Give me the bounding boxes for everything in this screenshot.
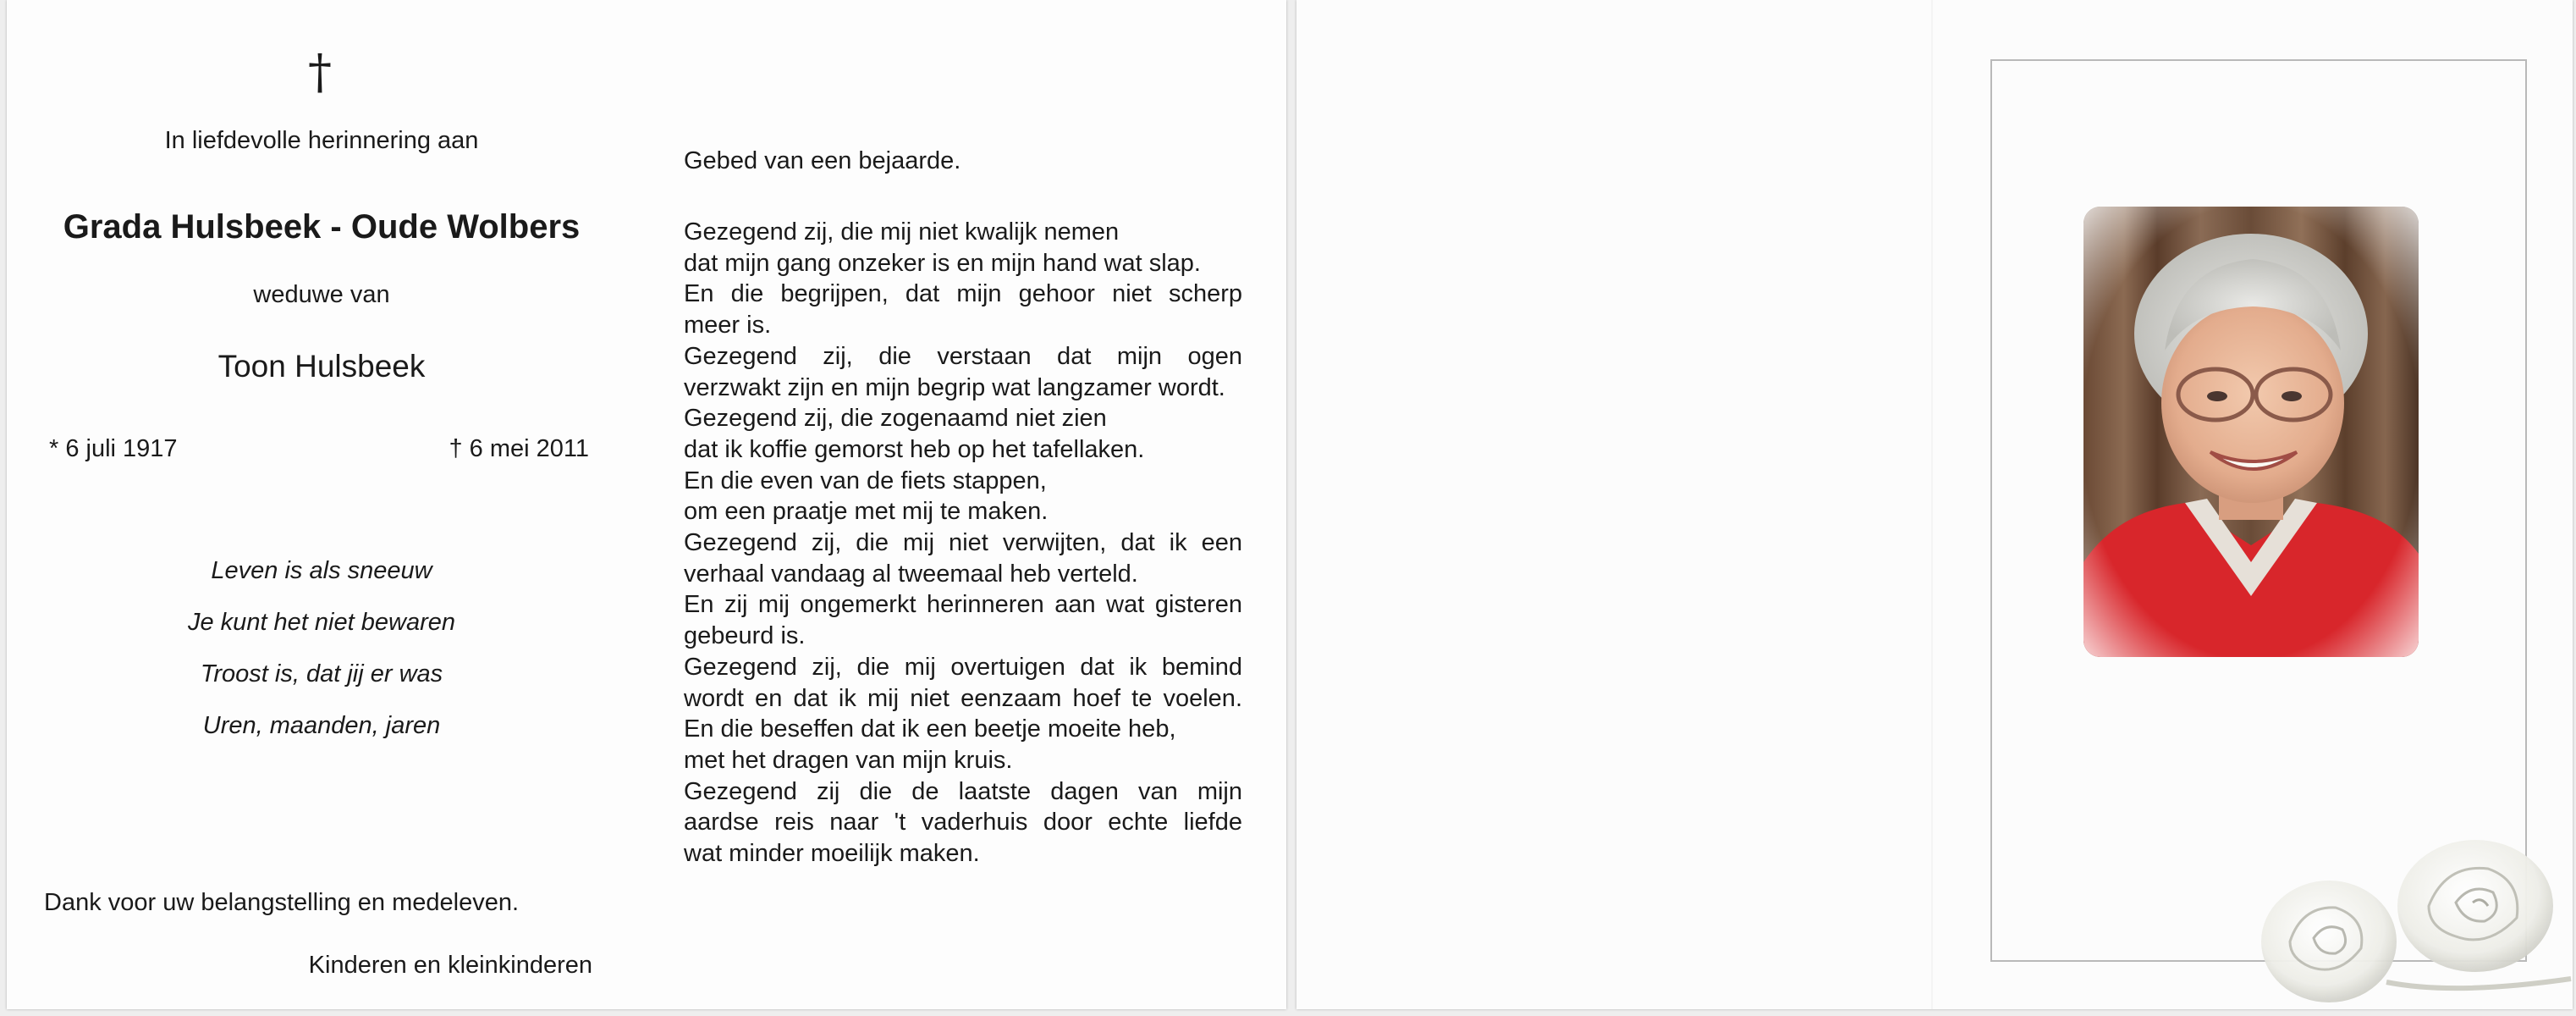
death-date: † 6 mei 2011 [449, 435, 589, 462]
deceased-name: Grada Hulsbeek - Oude Wolbers [63, 208, 581, 246]
prayer-line: Gezegend zij, die mij niet kwalijk nemen [684, 218, 1120, 246]
prayer-line: wordt en dat ik mij niet eenzaam hoef te voelen. [684, 684, 1242, 712]
prayer-line: met het dragen van mijn kruis. [684, 746, 1013, 774]
portrait-photo [2083, 207, 2419, 657]
family-signature: Kinderen en kleinkinderen [308, 952, 592, 979]
prayer-line: om een praatje met mij te maken. [684, 498, 1049, 526]
rose-large [2397, 840, 2553, 972]
prayer-line: dat ik koffie gemorst heb op het tafellaken. [684, 435, 1145, 463]
birth-date: * 6 juli 1917 [49, 435, 178, 462]
prayer-line: dat mijn gang onzeker is en mijn hand wat slap. [684, 249, 1201, 277]
rose-stem [2386, 979, 2571, 988]
rose-small [2261, 881, 2397, 1002]
poem-line: Leven is als sneeuw [211, 557, 432, 584]
photo-vignette [2083, 207, 2419, 657]
prayer-line: aardse reis naar 't vaderhuis door echte liefde [684, 809, 1242, 837]
widow-of-text: weduwe van [253, 281, 390, 308]
prayer-title: Gebed van een bejaarde. [684, 147, 961, 174]
thanks-text: Dank voor uw belangstelling en medeleven. [44, 889, 520, 916]
prayer-line: Gezegend zij die de laatste dagen van mijn [684, 777, 1242, 805]
prayer-line: En die even van de fiets stappen, [684, 467, 1047, 494]
poem-line: Troost is, dat jij er was [200, 660, 443, 687]
card-fold [1931, 0, 1933, 1009]
poem-line: Je kunt het niet bewaren [188, 609, 455, 636]
prayer-line: En zij mij ongemerkt herinneren aan wat gisteren [684, 591, 1242, 619]
prayer-line: wat minder moeilijk maken. [684, 840, 980, 868]
spouse-name: Toon Hulsbeek [217, 349, 426, 384]
prayer-line: Gezegend zij, die mij niet verwijten, dat ik een [684, 529, 1242, 557]
prayer-line: En die begrijpen, dat mijn gehoor niet scherp [684, 280, 1242, 308]
prayer-text [684, 217, 1242, 870]
cross-symbol: † [308, 45, 332, 100]
prayer-line: gebeurd is. [684, 622, 806, 650]
prayer-line: meer is. [684, 312, 772, 340]
intro-text: In liefdevolle herinnering aan [164, 127, 479, 154]
poem-line: Uren, maanden, jaren [202, 712, 441, 739]
prayer-line: Gezegend zij, die mij overtuigen dat ik bemind [684, 653, 1242, 681]
roses-decoration [2234, 830, 2573, 1009]
poem [110, 545, 533, 752]
prayer-line: verzwakt zijn en mijn begrip wat langzamer wordt. [684, 373, 1225, 401]
prayer-line: En die beseffen dat ik een beetje moeite heb, [684, 715, 1176, 743]
prayer-line: Gezegend zij, die zogenaamd niet zien [684, 405, 1107, 433]
prayer-line: Gezegend zij, die verstaan dat mijn ogen [684, 342, 1242, 370]
prayer-line: verhaal vandaag al tweemaal heb verteld. [684, 560, 1138, 588]
